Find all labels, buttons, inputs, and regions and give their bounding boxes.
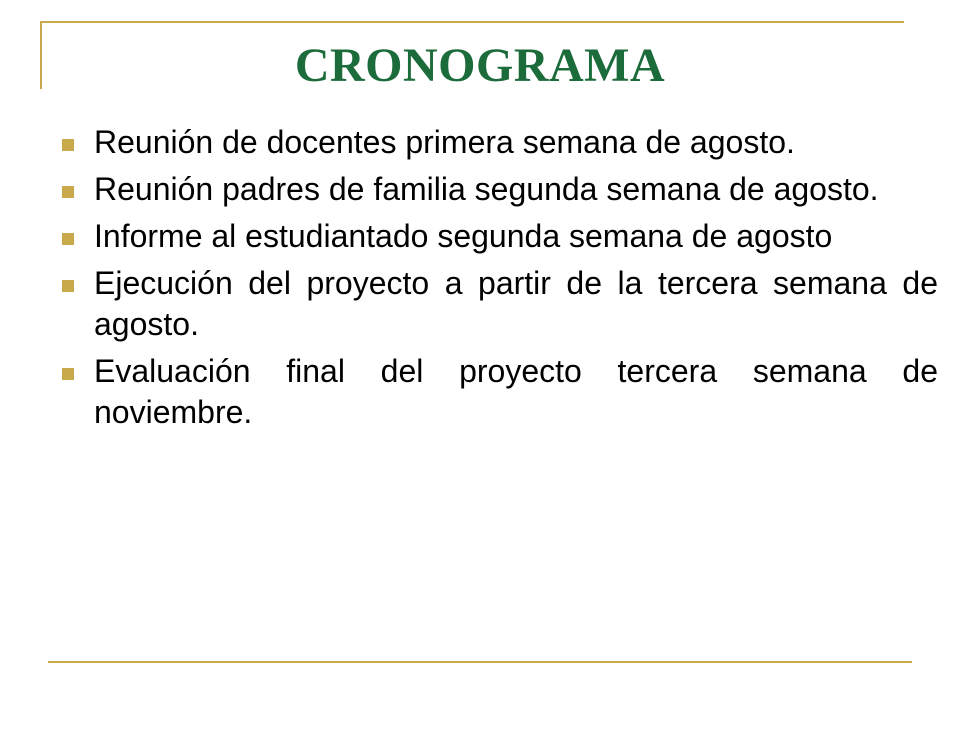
square-bullet-icon (62, 186, 74, 198)
bullet-text: Ejecución del proyecto a partir de la tercera semana de agosto. (94, 265, 938, 342)
slide-title: CRONOGRAMA (294, 39, 666, 92)
top-border-line (40, 21, 904, 23)
bullet-item-3 (62, 216, 938, 257)
square-bullet-icon (62, 280, 74, 292)
bullet-item-5 (62, 351, 938, 433)
bullet-text: Evaluación final del proyecto tercera semana de noviembre. (94, 353, 938, 430)
bullet-item-4 (62, 263, 938, 345)
bullet-item-2 (62, 169, 938, 210)
square-bullet-icon (62, 233, 74, 245)
bullet-text: Reunión padres de familia segunda semana de agosto. (94, 171, 879, 207)
bullet-item-1 (62, 122, 938, 163)
square-bullet-icon (62, 139, 74, 151)
bullet-list (62, 122, 938, 439)
square-bullet-icon (62, 368, 74, 380)
bullet-text: Informe al estudiantado segunda semana de agosto (94, 218, 833, 254)
bullet-text: Reunión de docentes primera semana de agosto. (94, 124, 795, 160)
bottom-border-line (48, 661, 912, 663)
